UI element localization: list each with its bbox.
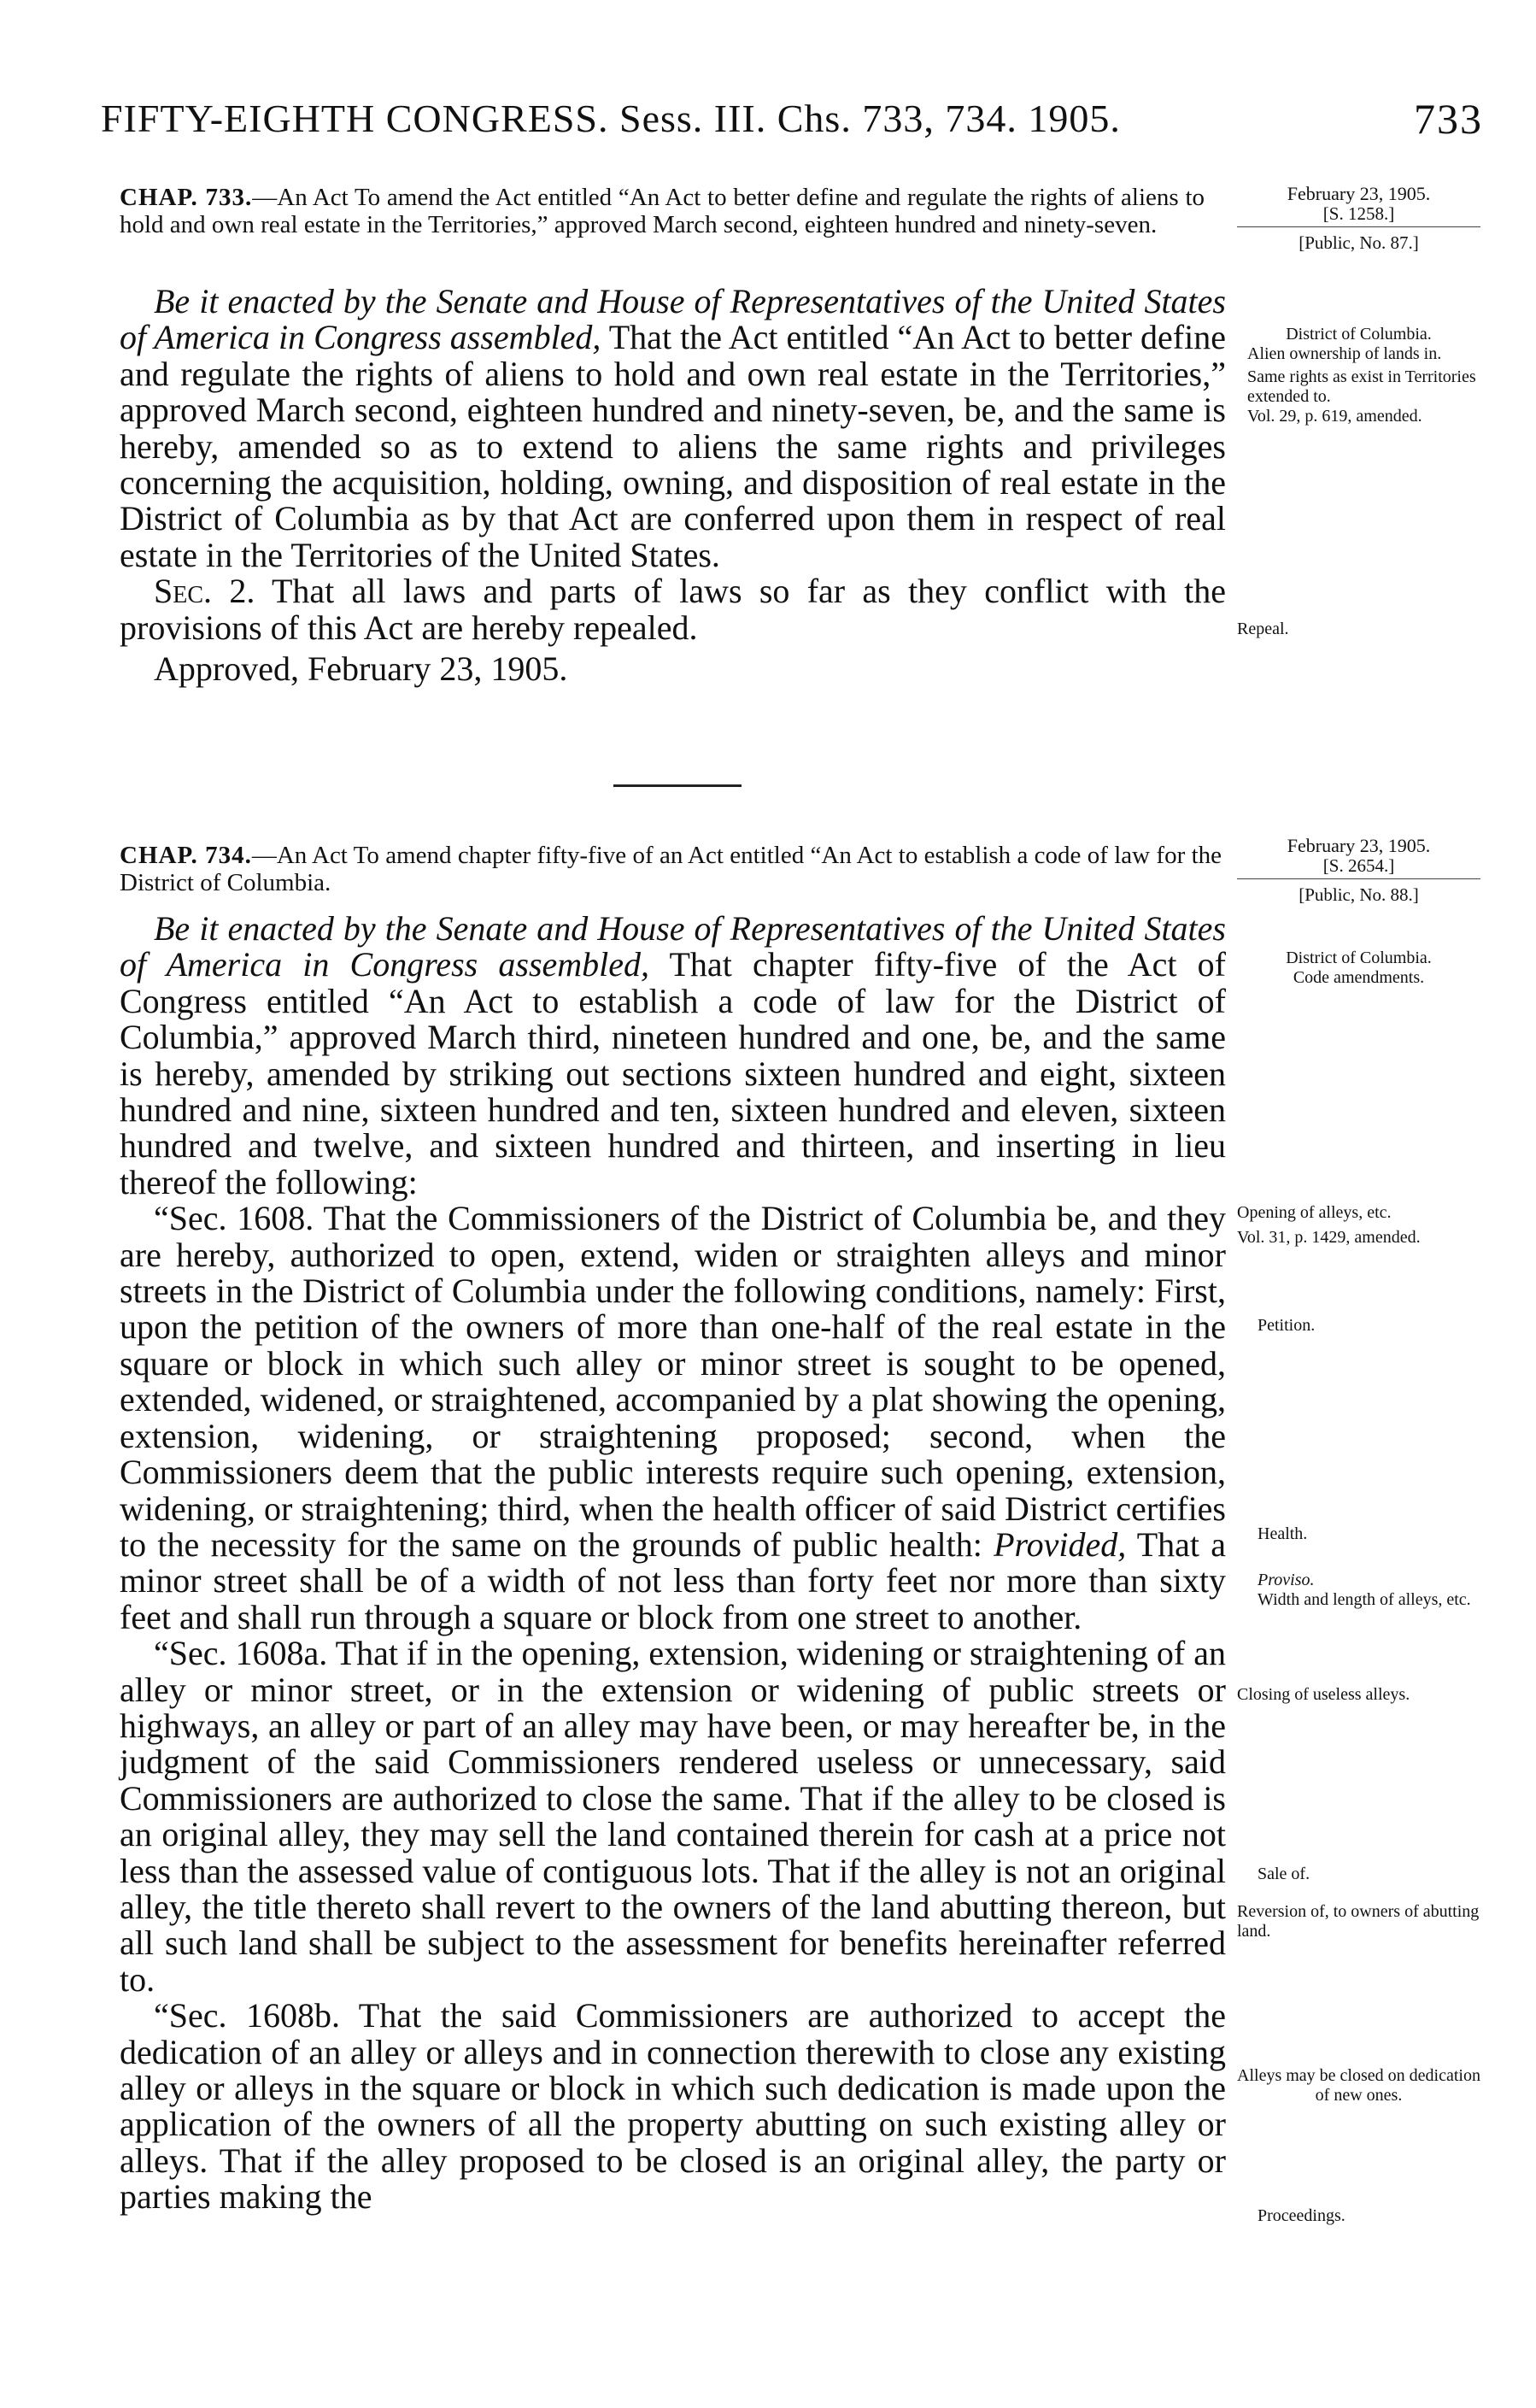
margin-note-petition: Petition. [1258, 1316, 1316, 1335]
margin-note-vol-733: Vol. 29, p. 619, amended. [1247, 407, 1422, 426]
margin-note-repeal: Repeal. [1237, 620, 1289, 638]
chapter-733-section-2 [120, 573, 1226, 646]
enacting-clause-734: Be it enacted by the Senate and House of Representatives of the United States of America in Congress assembled, [120, 909, 1226, 984]
margin-note-sale: Sale of. [1258, 1865, 1310, 1883]
margin-notes-734-proviso [1237, 1571, 1501, 1610]
margin-note-district-734: District of Columbia. [1286, 949, 1432, 967]
chapter-733-body [120, 284, 1226, 687]
margin-notes-734-top [1237, 949, 1480, 988]
section-1608b-text: That the said Commissioners are authorized to accept the dedication of an alley or alleys and in connection therewith to close any existing alley or alleys in the square or block in which such dedication is made upon the application of the owners of all the property abutting on such existing alley or alleys. That if the alley proposed to be closed is an original alley, the party or parties making the [120, 1996, 1227, 2217]
chapter-733-section-1 [120, 284, 1226, 573]
margin-bill-734: [S. 2654.] [1322, 855, 1395, 876]
margin-note-health: Health. [1258, 1524, 1308, 1543]
margin-note-proviso: Proviso. [1258, 1571, 1315, 1589]
margin-date-733: February 23, 1905. [1287, 183, 1431, 204]
chapter-733-label: CHAP. 733. [120, 184, 253, 211]
margin-note-reversion: Reversion of, to owners of abutting land. [1237, 1902, 1480, 1941]
proviso-label: Provided, [994, 1524, 1127, 1564]
margin-note-proceedings: Proceedings. [1258, 2206, 1345, 2225]
margin-note-width: Width and length of alleys, etc. [1258, 1590, 1471, 1609]
chapter-734-margin [1237, 836, 1480, 905]
proviso-text: That a minor street shall be of a width of not less than forty feet nor more than sixty feet and shall run through a square or block from one street to another. [120, 1524, 1227, 1636]
section-1608-text: That the Commissioners of the District of Columbia be, and they are hereby, authorized to open, extend, widen or straighten alleys and minor streets in the District of Columbia under the following conditions, namely: First, upon the petition of the owners of more than one-half of the real estate in the square or block in which such alley or minor street is sought to be opened, extended, widened, or straightened, accompanied by a plat showing the opening, extension, widening, or straightening proposed; second, when the Commissioners deem that the public interests require such opening, extension, widening, or straightening; third, when the health officer of said District certifies to the necessity for the same on the grounds of public health: [120, 1199, 1227, 1564]
section-1608a-text: That if in the opening, extension, widening or straightening of an alley or minor street, or in the extension or widening of public streets or highways, an alley or part of an alley may have been, or may hereafter be, in the judgment of the said Commissioners rendered useless or unnecessary, said Commissioners are authorized to close the same. That if the alley to be closed is an original alley, they may sell the land contained therein for cash at a price not less than the assessed value of contiguous lots. That if the alley is not an original alley, the title thereto shall revert to the owners of the land abutting thereon, but all such land shall be subject to the assessment for benefits hereinafter referred to. [120, 1634, 1227, 1999]
section-1608-label: “Sec. 1608. [154, 1199, 314, 1238]
margin-note-opening: Opening of alleys, etc. [1237, 1203, 1392, 1222]
section-1608a-label: “Sec. 1608a. [154, 1634, 328, 1673]
chapter-divider [613, 784, 742, 787]
margin-public-law-734: [Public, No. 88.] [1237, 878, 1480, 905]
margin-note-alien: Alien ownership of lands in. [1247, 344, 1442, 363]
margin-note-code: Code amendments. [1293, 968, 1425, 987]
section-1608a [120, 1636, 1226, 1998]
chapter-734-label: CHAP. 734. [120, 842, 252, 869]
running-head: FIFTY-EIGHTH CONGRESS. Sess. III. Chs. 733, 734. 1905. [101, 97, 1121, 140]
section-1608b-label: “Sec. 1608b. [154, 1996, 341, 2035]
enacting-clause-733: Be it enacted by the Senate and House of Representatives of the United States of America in Congress assembled, [120, 282, 1226, 357]
chapter-734-title [120, 842, 1226, 896]
margin-note-district-733: District of Columbia. [1286, 325, 1432, 344]
margin-public-law-733: [Public, No. 87.] [1237, 226, 1480, 253]
section-1-text-733: That the Act entitled “An Act to better define and regulate the rights of aliens to hold and own real estate in the Territories,” approved March second, eighteen hundred and ninety-seven, be, and the same is hereby, amended so as to extend to aliens the same rights and privileges concerning the acquisition, holding, owning, and disposition of real estate in the District of Columbia as by that Act are conferred upon them in respect of real estate in the Territories of the United States. [120, 318, 1226, 574]
chapter-733-title-text: —An Act To amend the Act entitled “An Act to better define and regulate the rights of aliens to hold and own real estate in the Territories,” approved March second, eighteen hundred and ninety-seven. [120, 184, 1205, 238]
margin-notes-733 [1237, 325, 1480, 426]
section-1608b [120, 1998, 1226, 2215]
margin-note-vol-734: Vol. 31, p. 1429, amended. [1237, 1228, 1421, 1247]
section-2-label: Sec. 2. [154, 572, 255, 611]
margin-notes-734-opening [1237, 1203, 1480, 1248]
page-number: 733 [1414, 95, 1483, 143]
chapter-734-body [120, 911, 1226, 2216]
margin-note-same-rights: Same rights as exist in Territories extended to. [1247, 367, 1476, 406]
approved-733: Approved, February 23, 1905. [154, 649, 568, 689]
margin-note-alleys-closed: Alleys may be closed on dedication of new ones. [1237, 2066, 1480, 2105]
chapter-734-title-text: —An Act To amend chapter fifty-five of an Act entitled “An Act to establish a code of law for the District of Columbia. [120, 842, 1222, 896]
margin-date-734: February 23, 1905. [1287, 835, 1431, 856]
margin-bill-733: [S. 1258.] [1322, 203, 1395, 224]
chapter-734-enacting [120, 911, 1226, 1201]
chapter-733-title [120, 184, 1226, 238]
section-1608 [120, 1201, 1226, 1636]
enacting-text-734: That chapter fifty-five of the Act of Congress entitled “An Act to establish a code of law for the District of Columbia,” approved March third, nineteen hundred and one, be, and the same is hereby, amended by striking out sections sixteen hundred and eight, sixteen hundred and nine, sixteen hundred and ten, sixteen hundred and eleven, sixteen hundred and twelve, and sixteen hundred and thirteen, and inserting in lieu thereof the following: [120, 945, 1226, 1201]
section-2-text: That all laws and parts of laws so far as they conflict with the provisions of this Act are hereby repealed. [120, 572, 1227, 647]
chapter-733-margin [1237, 184, 1480, 253]
margin-note-closing: Closing of useless alleys. [1237, 1685, 1410, 1704]
